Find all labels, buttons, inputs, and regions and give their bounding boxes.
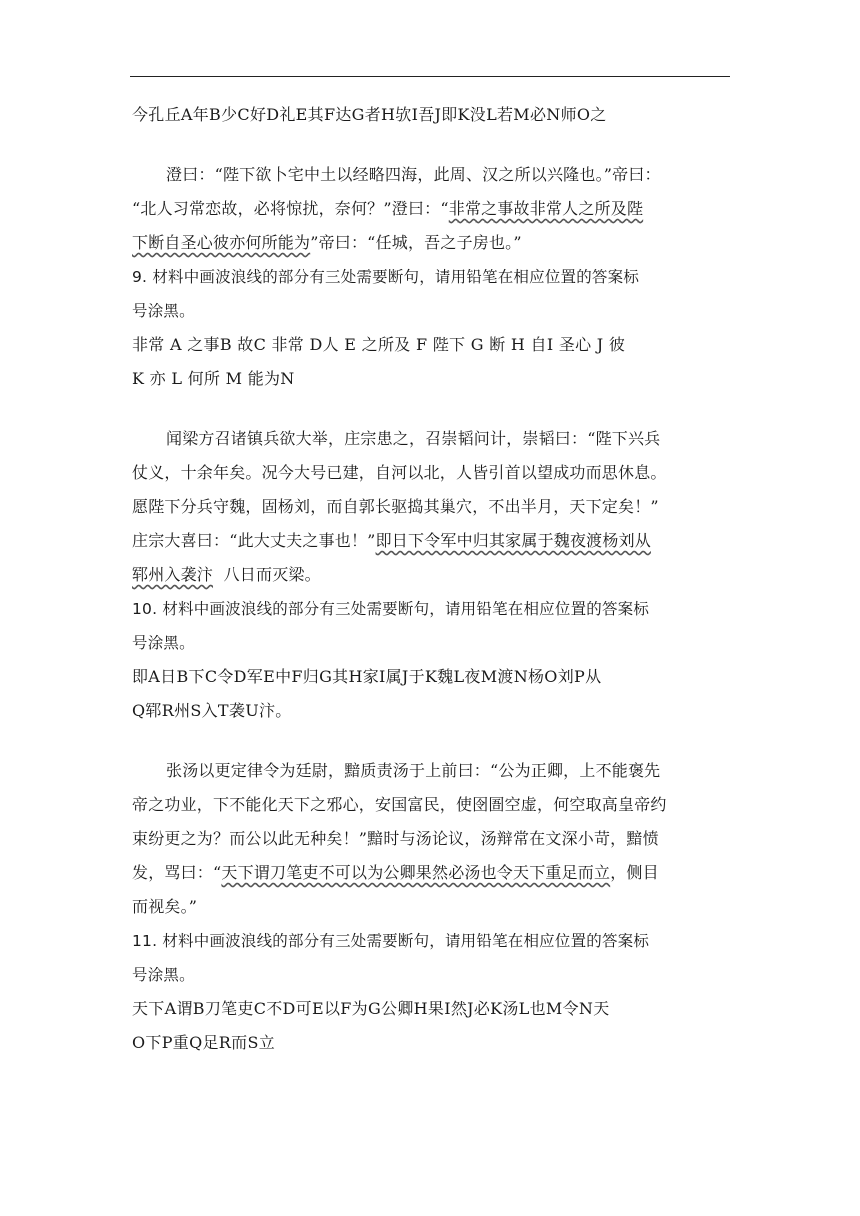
passage-line: 愿陛下分兵守魏，固杨刘，而自郭长驱捣其巢穴，不出半月，天下定矣！” xyxy=(132,497,659,516)
passage-line: 束纷更之为？而公以此无种矣！”黯时与汤论议，汤辩常在文深小苛，黯愤 xyxy=(132,829,659,848)
passage-line: 澄曰：“陛下欲卜宅中土以经略四海，此周、汉之所以兴隆也。”帝曰： xyxy=(166,165,661,184)
question-prompt: 11. 材料中画波浪线的部分有三处需要断句，请用铅笔在相应位置的答案标 xyxy=(132,932,650,950)
passage-10 xyxy=(132,422,732,592)
answer-options[interactable]: 即A日B下C令D军E中F归G其H家I属J于K魏L夜M渡N杨O刘P从 xyxy=(132,667,602,686)
wavy-underlined-text: 即日下令军中归其家属于魏夜渡杨刘从 xyxy=(375,531,651,550)
header-rule xyxy=(130,76,730,77)
wavy-underlined-text: 下断自圣心彼亦何所能为 xyxy=(132,233,311,252)
question-prompt: 号涂黑。 xyxy=(132,966,195,984)
wavy-underlined-text: 天下谓刀笔吏不可以为公卿果然必汤也令天下重足而立 xyxy=(221,863,611,882)
question-prompt: 号涂黑。 xyxy=(132,634,195,652)
passage-line: 郓州入袭汴 八日而灭梁。 xyxy=(132,565,321,584)
passage-line: 下断自圣心彼亦何所能为”帝曰：“任城，吾之子房也。” xyxy=(132,233,522,252)
question-9 xyxy=(132,260,732,396)
answer-options[interactable]: 非常 A 之事B 故C 非常 D人 E 之所及 F 陛下 G 断 H 自I 圣心 J 彼 xyxy=(132,335,626,354)
wavy-underlined-text: 非常之事故非常人之所及陛 xyxy=(448,199,644,218)
answer-options[interactable]: K 亦 L 何所 M 能为N xyxy=(132,369,295,388)
passage-11 xyxy=(132,754,732,924)
question-prompt: 号涂黑。 xyxy=(132,302,195,320)
passage-9 xyxy=(132,158,732,260)
question-10 xyxy=(132,592,732,728)
answer-options[interactable]: 天下A谓B刀笔吏C不D可E以F为G公卿H果I然J必K汤L也M令N天 xyxy=(132,999,610,1018)
passage-line: “北人习常恋故，必将惊扰，奈何？”澄曰：“非常之事故非常人之所及陛 xyxy=(132,199,644,218)
answer-options[interactable]: O下P重Q足R而S立 xyxy=(132,1033,276,1052)
question-prompt: 9. 材料中画波浪线的部分有三处需要断句，请用铅笔在相应位置的答案标 xyxy=(132,268,640,286)
document-body xyxy=(132,98,732,1060)
passage-line: 闻梁方召诸镇兵欲大举，庄宗患之，召崇韬问计，崇韬曰：“陛下兴兵 xyxy=(166,429,661,448)
answer-options[interactable]: Q郓R州S入T袭U汴。 xyxy=(132,701,292,720)
passage-line: 张汤以更定律令为廷尉，黯质责汤于上前曰：“公为正卿，上不能褒先 xyxy=(166,761,661,780)
question-11 xyxy=(132,924,732,1060)
question-prompt: 10. 材料中画波浪线的部分有三处需要断句，请用铅笔在相应位置的答案标 xyxy=(132,600,650,618)
wavy-underlined-text: 郓州入袭汴 xyxy=(132,565,214,584)
passage-line: 而视矣。” xyxy=(132,897,198,916)
passage-line: 仗义，十余年矣。况今大号已建，自河以北，人皆引首以望成功而思休息。 xyxy=(132,463,667,482)
passage-line: 庄宗大喜曰：“此大丈夫之事也！”即日下令军中归其家属于魏夜渡杨刘从 xyxy=(132,531,651,550)
carryover-option-line: 今孔丘A年B少C好D礼E其F达G者H欤I吾J即K没L若M必N师O之 xyxy=(132,105,607,124)
passage-line: 发，骂曰：“天下谓刀笔吏不可以为公卿果然必汤也令天下重足而立，侧目 xyxy=(132,863,659,882)
passage-line: 帝之功业，下不能化天下之邪心，安国富民，使囹圄空虚，何空取高皇帝约 xyxy=(132,795,667,814)
